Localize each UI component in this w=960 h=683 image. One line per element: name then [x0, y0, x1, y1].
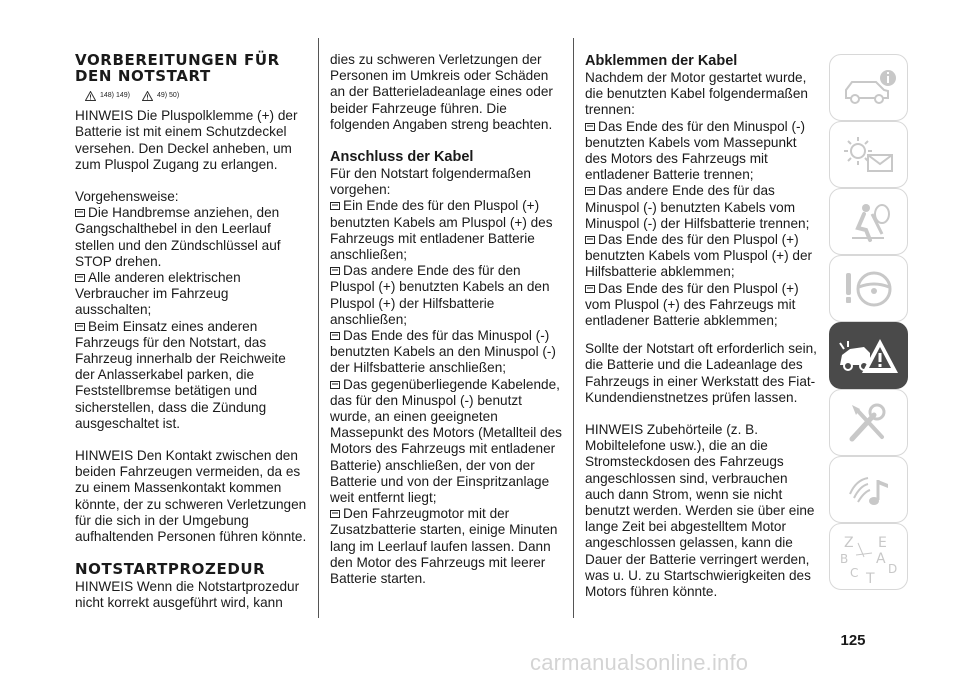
section-heading-preparation: VORBEREITUNGEN FÜR DEN NOTSTART [75, 51, 280, 85]
svg-text:T: T [865, 570, 875, 585]
bullet-list [75, 205, 307, 432]
list-item: Das Ende des für den Pluspol (+) benutzten Kabels vom Pluspol (+) der Hilfsbatterie abklemmen; [585, 232, 813, 280]
svg-text:C: C [849, 565, 858, 580]
list-item: Alle anderen elektrischen Verbraucher im Fahrzeug ausschalten; [75, 270, 241, 318]
bullet-list [330, 198, 562, 587]
chapter-sidebar [829, 54, 908, 590]
list-item: Das Ende des für den Pluspol (+) vom Pluspol (+) des Fahrzeugs mit entladener Batterie abklemmen; [585, 280, 799, 329]
paragraph: HINWEIS Wenn die Notstartprozedur nicht korrekt ausgeführt wird, kann [75, 579, 300, 611]
chapter-tab-multimedia[interactable] [829, 456, 908, 523]
chapter-tab-safety[interactable] [829, 188, 908, 255]
warning-references [85, 88, 307, 104]
list-item: Beim Einsatz eines anderen Fahrzeugs für den Notstart, das Fahrzeug innerhalb der Reichweite der Anlasserkabel parken, die Feststellbremse betätigen und sicherstellen, dass die Zündung ausgeschaltet ist. [75, 318, 286, 431]
list-item: Das gegenüberliegende Kabelende, das für den Minuspol (-) benutzt wurde, an einen geeigneten Massepunkt des Motors (Metallteil des Motors des Fahrzeugs mit entladener Batterie) anschließen, der von der Batterie und von der Einspritzanlage weit entfernt liegt; [330, 376, 562, 506]
warning-refs-2: 49) 50) [156, 92, 180, 99]
paragraph: Für den Notstart folgendermaßen vorgehen: [330, 166, 531, 198]
bullet-icon [585, 235, 595, 245]
bullet-list [585, 119, 817, 330]
paragraph: HINWEIS Die Pluspolklemme (+) der Batterie ist mit einem Schutzdeckel versehen. Den Deckel anheben, um zum Pluspol Zugang zu erlangen. [75, 108, 298, 172]
bullet-icon [585, 122, 595, 132]
paragraph: Vorgehensweise: [75, 189, 179, 205]
list-item: Das andere Ende des für das Minuspol (-) benutzten Kabels vom Minuspol (-) der Hilfsbatterie trennen; [585, 183, 810, 231]
list-item: Das Ende des für den Minuspol (-) benutzten Kabels vom Massepunkt des Motors des Fahrzeugs mit entladener Batterie trennen; [585, 118, 806, 183]
emergency-breakdown-icon [836, 331, 902, 381]
chapter-tab-driving[interactable] [829, 255, 908, 322]
airbag-safety-icon [838, 198, 900, 246]
svg-text:Z: Z [843, 534, 854, 551]
list-item: Die Handbremse anziehen, den Gangschalthebel in den Leerlauf stellen und den Zündschlüssel auf STOP drehen. [75, 205, 281, 269]
bullet-icon [585, 186, 595, 196]
subheading-disconnect-cables: Abklemmen der Kabel [585, 53, 738, 69]
column-divider [318, 38, 319, 618]
chapter-tab-emergency[interactable] [829, 322, 908, 389]
paragraph: dies zu schweren Verletzungen der Personen im Umkreis oder Schäden an der Batterieladeanlage eines oder beider Fahrzeuge führen. Die folgenden Angaben streng beachten. [330, 52, 553, 132]
index-letters-icon [836, 529, 902, 585]
list-item: Das Ende des für das Minuspol (-) benutzten Kabels an den Minuspol (-) der Hilfsbatterie anschließen; [330, 328, 556, 376]
bullet-icon [75, 208, 85, 218]
bullet-icon [330, 266, 340, 276]
warning-triangle-icon [85, 91, 96, 101]
svg-text:D: D [887, 561, 897, 576]
bullet-icon [75, 322, 85, 332]
bullet-icon [330, 331, 340, 341]
caution-triangle-icon [142, 91, 153, 101]
paragraph: Nachdem der Motor gestartet wurde, die benutzten Kabel folgendermaßen trennen: [585, 70, 808, 118]
svg-text:E: E [877, 534, 887, 551]
list-item: Den Fahrzeugmotor mit der Zusatzbatterie starten, einige Minuten lang im Leerlauf laufen lassen. Dann den Motor des Fahrzeugs mit leerer Batterie starten. [330, 506, 558, 587]
chapter-tab-warning-lights[interactable] [829, 121, 908, 188]
column-divider [573, 38, 574, 618]
bullet-icon [330, 201, 340, 211]
column-3 [585, 53, 817, 600]
list-item: Das andere Ende des für den Pluspol (+) benutzten Kabels an den Pluspol (+) der Hilfsbatterie anschließen; [330, 263, 550, 327]
warning-refs-1: 148) 149) [100, 92, 130, 99]
steering-wheel-icon [838, 265, 900, 313]
column-1 [75, 52, 307, 612]
multimedia-icon [838, 466, 900, 514]
subheading-connect-cables: Anschluss der Kabel [330, 149, 474, 166]
bullet-icon [75, 273, 85, 283]
chapter-tab-maintenance[interactable] [829, 389, 908, 456]
warning-lights-icon [838, 131, 900, 179]
car-info-icon [838, 64, 900, 112]
paragraph: Sollte der Notstart oft erforderlich sein, die Batterie und die Ladeanlage des Fahrzeugs in einer Werkstatt des Fiat-Kundendienstnetzes prüfen lassen. [585, 341, 817, 405]
list-item: Ein Ende des für den Pluspol (+) benutzten Kabels am Pluspol (+) des Fahrzeugs mit entladener Batterie anschließen; [330, 198, 553, 263]
chapter-tab-index[interactable] [829, 523, 908, 590]
maintenance-tools-icon [838, 399, 900, 447]
svg-text:A: A [875, 550, 886, 567]
column-2 [330, 52, 562, 587]
bullet-icon [585, 284, 595, 294]
watermark: carmanualsonline.info [530, 650, 749, 675]
paragraph: HINWEIS Den Kontakt zwischen den beiden Fahrzeugen vermeiden, da es zu einem Massenkontakt kommen könnte, der zu schweren Verletzungen für die sich in der Umgebung aufhaltenden Personen führen könnte. [75, 448, 307, 545]
bullet-icon [330, 509, 340, 519]
svg-text:B: B [839, 551, 848, 566]
section-heading-jump-start: NOTSTARTPROZEDUR [75, 560, 266, 579]
bullet-icon [330, 380, 340, 390]
chapter-tab-car-info[interactable] [829, 54, 908, 121]
page-number: 125 [840, 632, 866, 649]
paragraph: HINWEIS Zubehörteile (z. B. Mobiltelefone usw.), die an die Stromsteckdosen des Fahrzeugs angeschlossen sind, verbrauchen auch dann Strom, wenn sie nicht benutzt werden. Werden sie über eine lange Zeit bei abgestelltem Motor angeschlossen gelassen, kann die Dauer der Batterie verringert werden, was u. U. zu Startschwierigkeiten des Motors führen könnte. [585, 422, 815, 600]
